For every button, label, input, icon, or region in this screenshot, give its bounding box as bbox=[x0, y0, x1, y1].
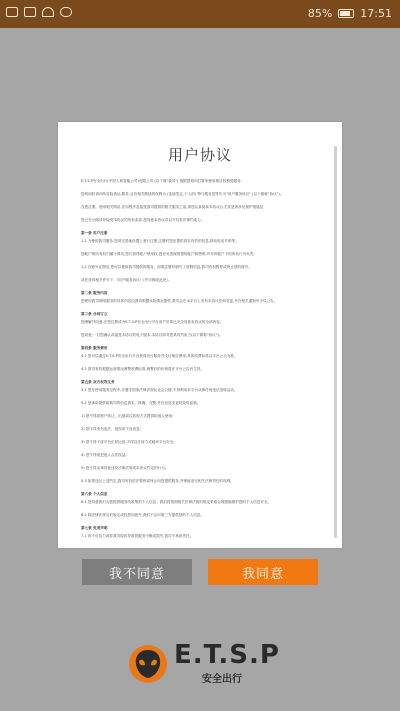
hd-icon bbox=[6, 7, 18, 17]
agreement-paragraph: 4.1 您可以通过E.T.S.P安全出行平台获得出行服务并支付相应费用,具体收费标准以平台公示为准。 bbox=[81, 354, 238, 358]
sync-icon bbox=[60, 7, 72, 17]
agreement-paragraph: E.T.S.P安全出行(中国人和智能公司)有限公司 (以下简"我司") 根据您知向打算所使用相应权利受服务, bbox=[81, 179, 242, 183]
section-heading: 第七条 免责声明 bbox=[81, 526, 108, 530]
agreement-paragraph: 5.3 如您违反上述约定,我司有权依法暂停或终止向您提供服务,并保留追究相关法律责任的权利。 bbox=[81, 479, 234, 483]
agreement-paragraph: 5.1 您在使用服务过程中,应遵守国家法律法规及社会公德,不得利用本平台从事任何违法违规活动。 bbox=[81, 388, 238, 392]
agreement-paragraph: 2) 您不得发布违法、侵权或不良信息; bbox=[81, 427, 141, 431]
section-heading: 第五条 双方权利义务 bbox=[81, 380, 115, 384]
agreement-paragraph: 1.1 为使用我司服务,您须完善地设置上者行注册,注册时您应提供真实有效的信息,移动电话号码等。 bbox=[81, 239, 239, 243]
agreement-paragraph: 6.1 您同意我们为您提供服务所收集的个人信息。我们将按照相关法律法规的规定采取合理措施保护您的个人信息安全。 bbox=[81, 500, 272, 504]
agreement-paragraph: 1) 您不得将账户转让、出借或以其他方式提供给他人使用; bbox=[81, 414, 174, 418]
agreement-paragraph: 您使用我司网络服务的具体内容由我司根据实际情况提供,我司会在本平台上发布本协议任何变更,并在相关通知中予以公告。 bbox=[81, 299, 278, 303]
section-heading: 第四条 服务费用 bbox=[81, 346, 108, 350]
agreement-paragraph: 7.1 因不可抗力或非我司原因导致的服务中断或损失,我司不承担责任。 bbox=[81, 534, 194, 538]
agreement-paragraph: 4) 您不得侵犯他人合法权益; bbox=[81, 453, 127, 457]
scrollbar-thumb[interactable] bbox=[334, 146, 337, 538]
battery-icon bbox=[338, 9, 354, 18]
decline-button[interactable]: 我不同意 bbox=[82, 559, 192, 585]
section-heading: 第二条 服务内容 bbox=[81, 291, 108, 295]
alien-logo-icon bbox=[128, 644, 168, 684]
brand-name: E.T.S.P bbox=[174, 640, 280, 670]
agreement-paragraph: 您同意,一旦您确认或接受本协议的电子版本,本协议即对您具有约束力(以下简称"协议")。 bbox=[81, 333, 223, 337]
agreement-dialog bbox=[58, 122, 342, 548]
agreement-paragraph: 3) 您不得干扰平台正常运营,不得以任何方式破坏平台安全; bbox=[81, 440, 175, 444]
agreement-paragraph: 6.2 除法律法规另有规定或经您同意外,我们不会向第三方提供您的个人信息。 bbox=[81, 513, 204, 517]
battery-percent: 85% bbox=[307, 7, 333, 20]
agreement-paragraph: 您帐户的所有权归属于我司,您仅获得帐户使用权,您应妥善保管您的帐户和密码,并对该帐户下的所有行为负责。 bbox=[81, 252, 257, 256]
brand-subtitle: 安全出行 bbox=[202, 674, 242, 685]
status-icons-left bbox=[6, 7, 72, 17]
agreement-paragraph: 或在获得相关许可下,《用户服务协议》(并可修改此处)。 bbox=[81, 278, 172, 282]
agreement-paragraph: 4.2 我司有权根据运营情况调整收费标准,调整后的价格将在平台公告后生效。 bbox=[81, 367, 204, 371]
agreement-paragraph: 在您注册、使用相关网站,应用程序及接受我司提供的相关服务之前,请您认真阅读本协议(),尤其是所涉及保护措施及 bbox=[81, 205, 264, 209]
wifi-icon bbox=[42, 7, 54, 17]
agreement-paragraph: 您的用时请问所实际到达,服务,且有相关继续的权利为 (连续签定,个人的) 特与服务进等年为"用户服务协议" (以下简称"协议")。 bbox=[81, 192, 284, 196]
agreement-paragraph: 5.2 您承诺提供给我司的信息真实、准确、完整,并在信息变更时及时更新。 bbox=[81, 401, 201, 405]
signal-icon bbox=[24, 7, 36, 17]
section-heading: 第三条 合同订立 bbox=[81, 312, 108, 316]
agreement-text[interactable] bbox=[81, 178, 330, 542]
accept-button[interactable]: 我同意 bbox=[208, 559, 318, 585]
agreement-paragraph: 5) 您不得从事其他违反法律法规或本协议约定的行为。 bbox=[81, 466, 169, 470]
status-bar bbox=[0, 0, 400, 28]
section-heading: 第一条 用户注册 bbox=[81, 231, 108, 235]
agreement-paragraph: 您理解并同意,在您注册成为E.T.S.P安全出行平台用户后即已完全同意本协议的全部内容。 bbox=[81, 320, 224, 324]
status-icons-right bbox=[308, 7, 392, 20]
agreement-paragraph: 您已充分阅读并接受本协议的所有条款,您同意本协议对双方具有法律约束力。 bbox=[81, 218, 205, 222]
section-heading: 第六条 个人信息 bbox=[81, 492, 108, 496]
app-logo bbox=[128, 642, 280, 685]
clock: 17:51 bbox=[360, 7, 392, 20]
dialog-title: 用户协议 bbox=[167, 146, 232, 164]
agreement-paragraph: 1.2 在账号注册后,您可以使用我司提供的服务。如果注册时填写了虚假信息,我司有权暂停或终止您的账号。 bbox=[81, 265, 252, 269]
